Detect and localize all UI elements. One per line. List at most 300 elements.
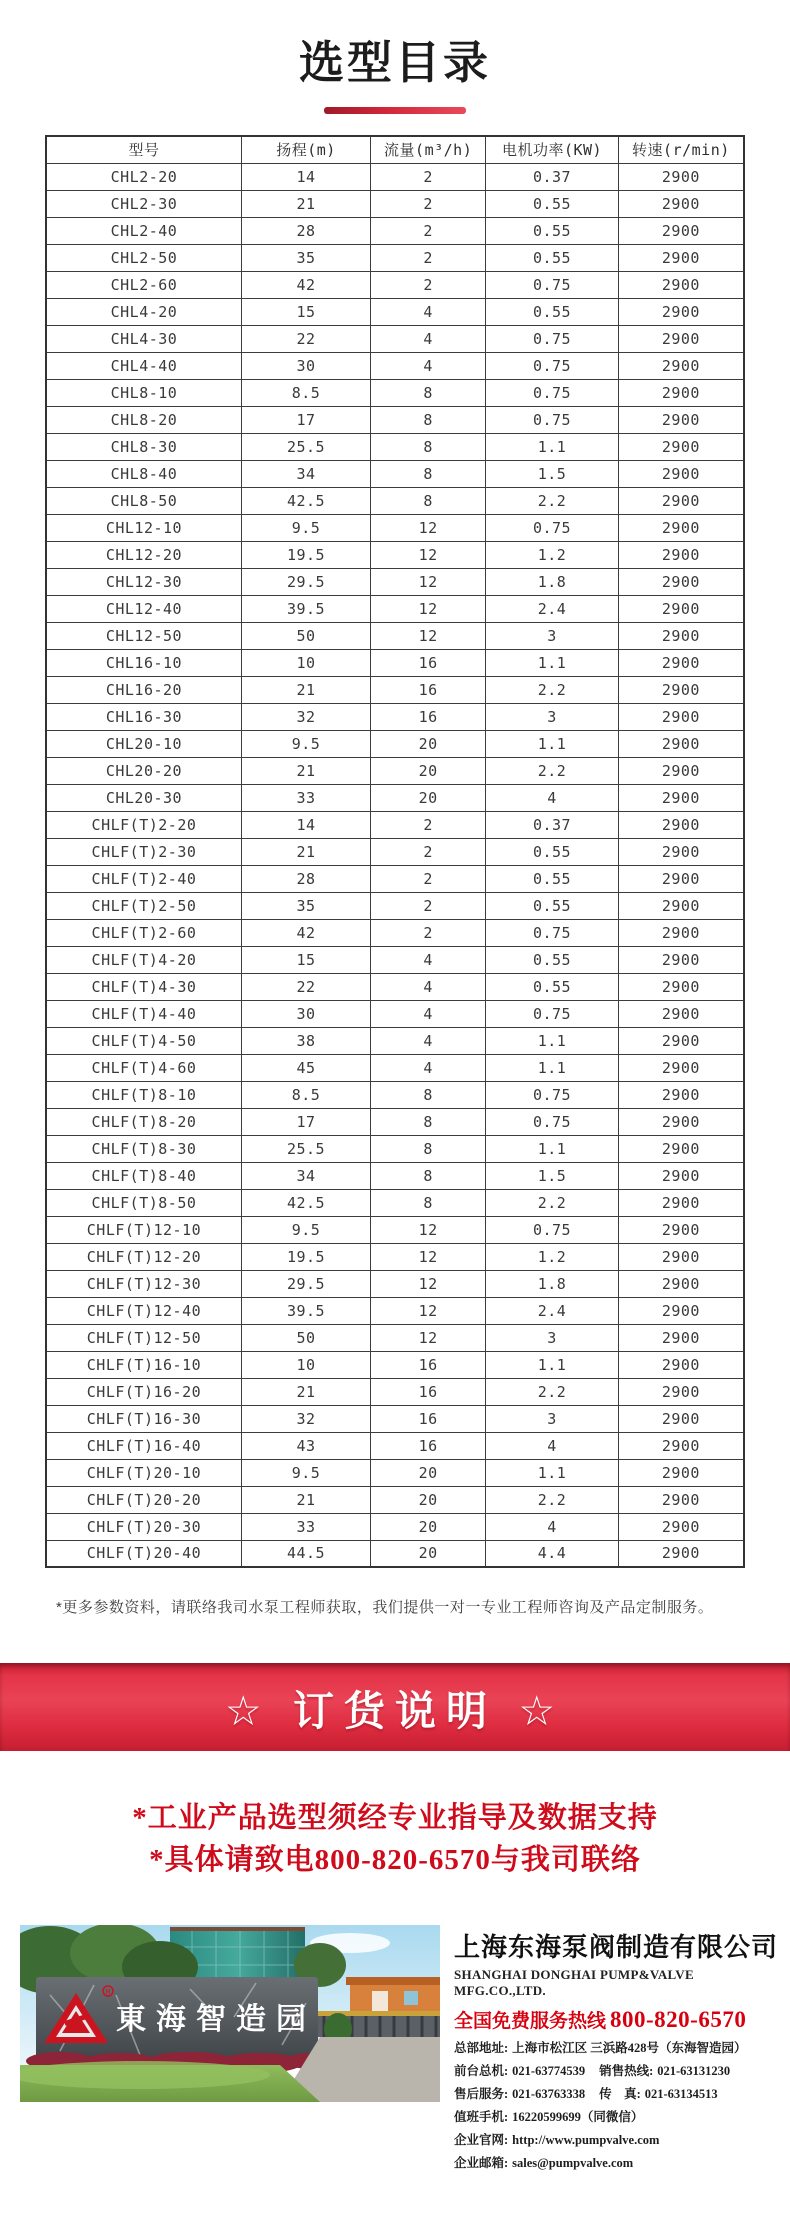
cell-head: 33 [241,1513,370,1540]
cell-power: 0.75 [486,1216,619,1243]
cell-power: 0.55 [486,190,619,217]
cell-flow: 12 [371,1297,486,1324]
cell-model: CHLF(T)4-20 [46,946,241,973]
table-row [46,1378,744,1405]
order-notice [0,1797,790,1881]
detail-website [454,2130,778,2148]
cell-model: CHLF(T)8-20 [46,1108,241,1135]
cell-model: CHLF(T)8-30 [46,1135,241,1162]
cell-flow: 12 [371,1270,486,1297]
cell-power: 0.75 [486,514,619,541]
cell-power: 2.2 [486,1486,619,1513]
table-row [46,784,744,811]
cell-power: 1.1 [486,1027,619,1054]
hotline-number: 800-820-6570 [610,2007,747,2032]
cell-model: CHL2-60 [46,271,241,298]
cell-flow: 20 [371,1486,486,1513]
spec-table-wrap [45,135,745,1568]
cell-head: 25.5 [241,433,370,460]
cell-model: CHLF(T)2-40 [46,865,241,892]
cell-power: 0.75 [486,1081,619,1108]
table-row [46,352,744,379]
table-row [46,487,744,514]
table-row [46,1324,744,1351]
cell-flow: 12 [371,541,486,568]
svg-text:R: R [105,1989,111,1996]
header-flow: 流量(m³/h) [371,136,486,163]
cell-flow: 8 [371,406,486,433]
order-notice-line-2: *具体请致电800-820-6570与我司联络 [149,1844,641,1876]
cell-power: 0.55 [486,946,619,973]
table-row [46,1540,744,1567]
cell-speed: 2900 [618,1540,744,1567]
header-head: 扬程(m) [241,136,370,163]
cell-power: 3 [486,1324,619,1351]
table-row [46,1459,744,1486]
cell-power: 0.75 [486,1000,619,1027]
cell-model: CHL2-30 [46,190,241,217]
cell-power: 1.1 [486,730,619,757]
table-row [46,298,744,325]
order-banner-title: ☆ 订货说明 ☆ [224,1687,566,1734]
cell-head: 17 [241,406,370,433]
cell-head: 42.5 [241,1189,370,1216]
cell-model: CHLF(T)4-40 [46,1000,241,1027]
detail-label: 传 真: [599,2087,641,2101]
table-header-row [46,136,744,163]
table-row [46,1000,744,1027]
detail-label: 销售热线: [599,2064,654,2078]
cell-speed: 2900 [618,1486,744,1513]
cell-power: 1.5 [486,460,619,487]
cell-head: 9.5 [241,1216,370,1243]
cell-model: CHLF(T)20-40 [46,1540,241,1567]
cell-head: 42 [241,271,370,298]
table-row [46,703,744,730]
cell-head: 19.5 [241,1243,370,1270]
cell-speed: 2900 [618,217,744,244]
cell-model: CHL20-20 [46,757,241,784]
order-banner [0,1663,790,1751]
cell-speed: 2900 [618,1513,744,1540]
cell-power: 0.55 [486,298,619,325]
cell-head: 9.5 [241,730,370,757]
cell-model: CHL12-10 [46,514,241,541]
cell-speed: 2900 [618,919,744,946]
cell-speed: 2900 [618,1459,744,1486]
table-row [46,676,744,703]
cell-power: 1.2 [486,1243,619,1270]
table-row [46,649,744,676]
cell-model: CHLF(T)8-40 [46,1162,241,1189]
cell-model: CHL16-10 [46,649,241,676]
cell-speed: 2900 [618,352,744,379]
cell-speed: 2900 [618,487,744,514]
table-row [46,541,744,568]
cell-speed: 2900 [618,271,744,298]
cell-model: CHL20-10 [46,730,241,757]
cell-power: 4.4 [486,1540,619,1567]
cell-power: 4 [486,1432,619,1459]
detail-value: 上海市松江区 三浜路428号（东海智造园） [512,2041,747,2055]
cell-power: 1.1 [486,649,619,676]
cell-speed: 2900 [618,568,744,595]
cell-power: 2.2 [486,676,619,703]
cell-model: CHL16-30 [46,703,241,730]
table-row [46,622,744,649]
table-row [46,1027,744,1054]
cell-model: CHL2-50 [46,244,241,271]
cell-model: CHLF(T)16-20 [46,1378,241,1405]
table-row [46,1297,744,1324]
cell-head: 28 [241,865,370,892]
table-row [46,406,744,433]
spec-table [45,135,745,1568]
cell-head: 42 [241,919,370,946]
cell-flow: 4 [371,352,486,379]
table-row [46,1405,744,1432]
table-body [46,163,744,1567]
cell-model: CHL8-40 [46,460,241,487]
cell-power: 1.1 [486,1351,619,1378]
factory-entrance-illustration [20,1925,440,2102]
table-row [46,514,744,541]
cell-power: 2.2 [486,1189,619,1216]
table-row [46,1270,744,1297]
detail-label: 企业邮箱: [454,2156,509,2170]
cell-speed: 2900 [618,1027,744,1054]
cell-model: CHLF(T)20-20 [46,1486,241,1513]
cell-flow: 20 [371,1513,486,1540]
detail-label: 企业官网: [454,2133,509,2147]
cell-power: 1.1 [486,433,619,460]
cell-flow: 16 [371,649,486,676]
cell-flow: 4 [371,946,486,973]
table-row [46,568,744,595]
cell-flow: 8 [371,1162,486,1189]
table-row [46,838,744,865]
cell-model: CHL4-30 [46,325,241,352]
cell-flow: 2 [371,919,486,946]
cell-speed: 2900 [618,1189,744,1216]
cell-speed: 2900 [618,649,744,676]
cell-head: 21 [241,190,370,217]
cell-speed: 2900 [618,298,744,325]
cell-power: 0.55 [486,973,619,1000]
cell-speed: 2900 [618,433,744,460]
cell-power: 1.8 [486,1270,619,1297]
cell-flow: 8 [371,433,486,460]
cell-head: 50 [241,622,370,649]
cell-flow: 2 [371,190,486,217]
cell-flow: 8 [371,1135,486,1162]
cell-model: CHLF(T)20-10 [46,1459,241,1486]
cell-head: 15 [241,946,370,973]
cell-model: CHL12-20 [46,541,241,568]
cell-speed: 2900 [618,244,744,271]
cell-flow: 12 [371,1243,486,1270]
cell-flow: 12 [371,595,486,622]
detail-value: 16220599699（同微信） [512,2110,644,2124]
cell-head: 22 [241,325,370,352]
table-row [46,1135,744,1162]
cell-speed: 2900 [618,703,744,730]
cell-power: 0.75 [486,1108,619,1135]
cell-flow: 20 [371,1459,486,1486]
header-model: 型号 [46,136,241,163]
cell-flow: 16 [371,703,486,730]
cell-model: CHL4-20 [46,298,241,325]
cell-head: 21 [241,1486,370,1513]
cell-speed: 2900 [618,1378,744,1405]
cell-head: 29.5 [241,1270,370,1297]
cell-flow: 20 [371,784,486,811]
table-row [46,190,744,217]
cell-head: 32 [241,1405,370,1432]
cell-model: CHLF(T)12-20 [46,1243,241,1270]
cell-flow: 4 [371,298,486,325]
cell-power: 0.55 [486,865,619,892]
cell-flow: 12 [371,1324,486,1351]
cell-head: 34 [241,460,370,487]
cell-power: 0.75 [486,352,619,379]
detail-phones-2 [454,2084,778,2102]
cell-head: 29.5 [241,568,370,595]
cell-speed: 2900 [618,595,744,622]
service-hotline [454,2006,778,2033]
cell-flow: 2 [371,865,486,892]
cell-model: CHL4-40 [46,352,241,379]
cell-model: CHL12-50 [46,622,241,649]
detail-mobile [454,2107,778,2125]
cell-flow: 12 [371,1216,486,1243]
cell-power: 0.75 [486,919,619,946]
cell-model: CHL2-40 [46,217,241,244]
cell-flow: 20 [371,757,486,784]
cell-speed: 2900 [618,973,744,1000]
cell-speed: 2900 [618,1270,744,1297]
table-row [46,379,744,406]
cell-flow: 2 [371,811,486,838]
table-row [46,973,744,1000]
cell-power: 3 [486,1405,619,1432]
cell-head: 35 [241,892,370,919]
cell-power: 1.2 [486,541,619,568]
cell-head: 50 [241,1324,370,1351]
cell-power: 4 [486,784,619,811]
cell-speed: 2900 [618,1054,744,1081]
cell-flow: 8 [371,487,486,514]
cell-model: CHLF(T)4-60 [46,1054,241,1081]
cell-speed: 2900 [618,730,744,757]
company-info [454,1925,778,2171]
cell-speed: 2900 [618,1432,744,1459]
cell-speed: 2900 [618,460,744,487]
cell-power: 4 [486,1513,619,1540]
cell-model: CHL16-20 [46,676,241,703]
table-row [46,1189,744,1216]
table-row [46,271,744,298]
cell-head: 21 [241,838,370,865]
cell-head: 25.5 [241,1135,370,1162]
table-row [46,1108,744,1135]
website-url: http://www.pumpvalve.com [512,2133,660,2147]
cell-flow: 16 [371,1405,486,1432]
table-row [46,811,744,838]
cell-model: CHL2-20 [46,163,241,190]
cell-power: 0.55 [486,892,619,919]
cell-speed: 2900 [618,1351,744,1378]
cell-speed: 2900 [618,190,744,217]
cell-head: 9.5 [241,1459,370,1486]
cell-head: 39.5 [241,1297,370,1324]
cell-flow: 20 [371,1540,486,1567]
cell-model: CHL12-40 [46,595,241,622]
cell-head: 43 [241,1432,370,1459]
cell-model: CHLF(T)4-30 [46,973,241,1000]
cell-model: CHLF(T)16-10 [46,1351,241,1378]
cell-head: 30 [241,352,370,379]
cell-head: 15 [241,298,370,325]
cell-flow: 4 [371,1054,486,1081]
cell-head: 28 [241,217,370,244]
table-row [46,244,744,271]
cell-head: 14 [241,811,370,838]
cell-head: 45 [241,1054,370,1081]
cell-head: 8.5 [241,1081,370,1108]
cell-flow: 8 [371,1108,486,1135]
cell-head: 21 [241,757,370,784]
cell-flow: 12 [371,568,486,595]
cell-power: 0.55 [486,838,619,865]
email-address: sales@pumpvalve.com [512,2156,634,2170]
cell-flow: 2 [371,244,486,271]
cell-speed: 2900 [618,163,744,190]
detail-value: 021-63763338 [512,2087,586,2101]
cell-flow: 2 [371,163,486,190]
detail-value: 021-63774539 [512,2064,586,2078]
cell-power: 2.2 [486,487,619,514]
cell-flow: 8 [371,1189,486,1216]
cell-speed: 2900 [618,1162,744,1189]
cell-flow: 12 [371,622,486,649]
table-row [46,325,744,352]
cell-power: 0.37 [486,811,619,838]
cell-speed: 2900 [618,865,744,892]
table-row [46,433,744,460]
cell-power: 0.75 [486,271,619,298]
cell-power: 2.2 [486,1378,619,1405]
cell-head: 8.5 [241,379,370,406]
header-speed: 转速(r/min) [618,136,744,163]
cell-model: CHLF(T)12-40 [46,1297,241,1324]
cell-speed: 2900 [618,676,744,703]
cell-flow: 16 [371,676,486,703]
header-power: 电机功率(KW) [486,136,619,163]
cell-speed: 2900 [618,946,744,973]
cell-head: 17 [241,1108,370,1135]
cell-model: CHLF(T)2-50 [46,892,241,919]
cell-speed: 2900 [618,892,744,919]
cell-speed: 2900 [618,1108,744,1135]
cell-power: 2.4 [486,595,619,622]
cell-flow: 12 [371,514,486,541]
cell-flow: 4 [371,325,486,352]
cell-power: 0.37 [486,163,619,190]
cell-head: 9.5 [241,514,370,541]
cell-head: 19.5 [241,541,370,568]
cell-model: CHL8-20 [46,406,241,433]
table-row [46,946,744,973]
cell-model: CHLF(T)20-30 [46,1513,241,1540]
cell-power: 1.1 [486,1135,619,1162]
page-title: 选型目录 [298,37,491,88]
catalog-page [0,26,790,2234]
cell-flow: 16 [371,1351,486,1378]
cell-head: 34 [241,1162,370,1189]
detail-value: 021-63134513 [644,2087,718,2101]
cell-speed: 2900 [618,622,744,649]
cell-flow: 2 [371,271,486,298]
table-row [46,1081,744,1108]
cell-speed: 2900 [618,1243,744,1270]
table-row [46,892,744,919]
table-row [46,730,744,757]
table-row [46,1162,744,1189]
company-name-en: SHANGHAI DONGHAI PUMP&VALVE MFG.CO.,LTD. [454,1967,694,1998]
cell-head: 21 [241,676,370,703]
table-row [46,217,744,244]
detail-email [454,2153,778,2171]
cell-speed: 2900 [618,541,744,568]
cell-speed: 2900 [618,811,744,838]
table-row [46,595,744,622]
cell-model: CHL20-30 [46,784,241,811]
table-row [46,163,744,190]
table-row [46,1243,744,1270]
table-row [46,460,744,487]
cell-power: 3 [486,622,619,649]
cell-speed: 2900 [618,838,744,865]
cell-flow: 4 [371,1000,486,1027]
hotline-label: 全国免费服务热线 [454,2011,607,2032]
cell-model: CHL8-50 [46,487,241,514]
cell-power: 2.2 [486,757,619,784]
cell-head: 42.5 [241,487,370,514]
cell-model: CHLF(T)2-30 [46,838,241,865]
table-row [46,919,744,946]
cell-head: 32 [241,703,370,730]
order-notice-line-1: *工业产品选型须经专业指导及数据支持 [132,1802,658,1834]
cell-head: 10 [241,1351,370,1378]
cell-model: CHLF(T)12-50 [46,1324,241,1351]
cell-head: 14 [241,163,370,190]
cell-flow: 8 [371,1081,486,1108]
cell-flow: 16 [371,1378,486,1405]
cell-head: 39.5 [241,595,370,622]
cell-flow: 8 [371,460,486,487]
cell-power: 1.8 [486,568,619,595]
cell-flow: 4 [371,973,486,1000]
cell-head: 30 [241,1000,370,1027]
cell-power: 0.75 [486,379,619,406]
cell-head: 10 [241,649,370,676]
company-section [0,1925,790,2171]
detail-value: 021-63131230 [657,2064,731,2078]
cell-model: CHL8-10 [46,379,241,406]
cell-model: CHLF(T)8-10 [46,1081,241,1108]
cell-flow: 4 [371,1027,486,1054]
